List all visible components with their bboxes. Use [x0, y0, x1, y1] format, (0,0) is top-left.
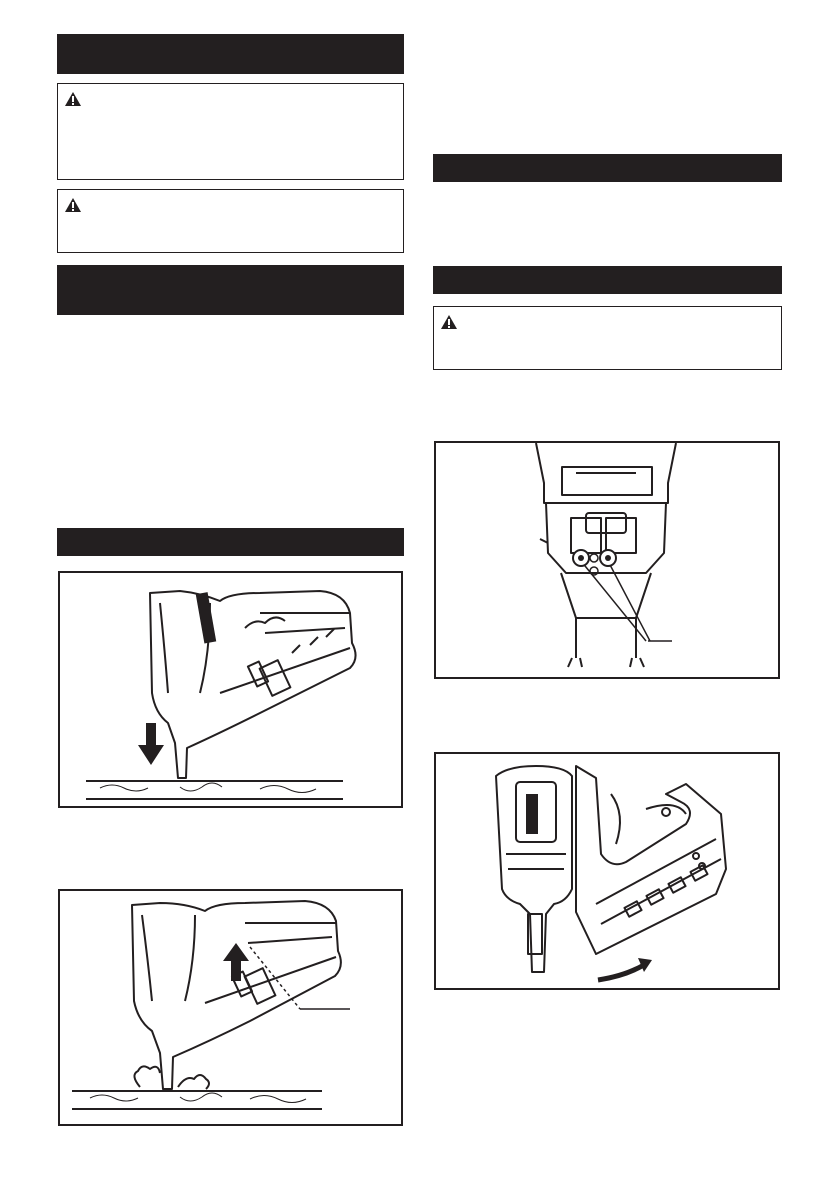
warning-triangle-icon — [64, 197, 82, 213]
section-header-bar-2 — [57, 265, 404, 315]
warning-triangle-icon — [64, 91, 82, 107]
section-header-bar-5 — [433, 266, 782, 294]
section-header-bar-3 — [57, 528, 404, 556]
figure-nose-bottom-screws — [434, 441, 780, 679]
warning-box-1 — [57, 83, 404, 180]
warning-triangle-icon — [440, 314, 458, 330]
section-header-bar-1 — [57, 34, 404, 74]
section-header-bar-4 — [433, 154, 782, 182]
figure-magazine-opening — [434, 752, 780, 990]
warning-box-3 — [433, 306, 782, 370]
page-footer — [0, 1184, 840, 1192]
figure-nail-gun-pressing-down — [58, 571, 403, 808]
warning-box-2 — [57, 189, 404, 253]
figure-nail-gun-trigger-pull — [58, 889, 403, 1126]
